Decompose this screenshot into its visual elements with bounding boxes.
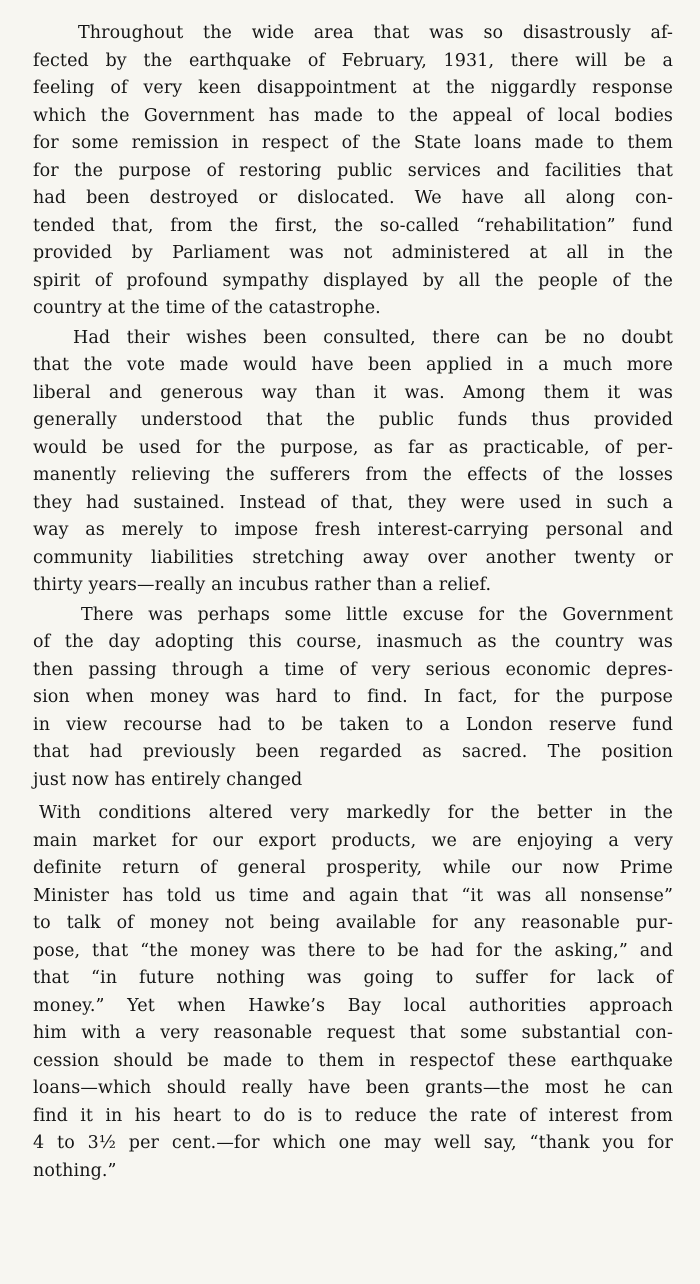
text-line: feeling of very keen disappointment at the niggardly response (33, 78, 673, 98)
text-line: 4 to 3½ per cent.—for which one may well say, “thank you for (33, 1133, 673, 1153)
text-line: him with a very reasonable request that some substantial con- (33, 1023, 673, 1043)
text-line: manently relieving the sufferers from the effects of the losses (33, 465, 673, 485)
text-line: spirit of profound sympathy displayed by all the people of the (33, 270, 673, 291)
text-line: main market for our export products, we are enjoying a very (33, 830, 673, 851)
text-line: they had sustained. Instead of that, they were used in such a (33, 492, 673, 513)
text-line: money.” Yet when Hawke’s Bay local authorities approach (33, 995, 673, 1016)
article-paragraph-4 (33, 800, 673, 1185)
text-line: fected by the earthquake of February, 1931, there will be a (33, 50, 673, 71)
text-line: which the Government has made to the appeal of local bodies (33, 105, 673, 126)
text-line: nothing.” (33, 1160, 117, 1181)
article-paragraph-3 (33, 602, 673, 795)
text-line: Had their wishes been consulted, there can be no doubt (73, 327, 673, 348)
text-line: to talk of money not being available for any reasonable pur- (33, 913, 673, 933)
text-line: would be used for the purpose, as far as practicable, of per- (33, 437, 673, 458)
text-line: thirty years—really an incubus rather than a relief. (33, 575, 492, 595)
text-line: way as merely to impose fresh interest-carrying personal and (33, 520, 673, 540)
text-line: that had previously been regarded as sacred. The position (33, 742, 673, 762)
text-line: that the vote made would have been applied in a much more (33, 355, 673, 375)
text-line: generally understood that the public funds thus provided (33, 410, 673, 430)
text-line: liberal and generous way than it was. Among them it was (33, 382, 673, 403)
text-line: With conditions altered very markedly for the better in the (39, 803, 673, 823)
text-line: provided by Parliament was not administered at all in the (33, 243, 673, 263)
article-paragraph-2 (33, 325, 673, 600)
text-line: There was perhaps some little excuse for the Government (81, 604, 673, 625)
text-line: in view recourse had to be taken to a London reserve fund (33, 714, 673, 735)
text-line: just now has entirely changed (33, 769, 303, 790)
text-line: then passing through a time of very serious economic depres- (33, 659, 673, 680)
text-line: had been destroyed or dislocated. We have all along con- (33, 188, 673, 208)
text-line: for some remission in respect of the State loans made to them (33, 133, 673, 153)
text-line: pose, that “the money was there to be had for the asking,” and (33, 940, 673, 961)
text-line: sion when money was hard to find. In fact, for the purpose (33, 687, 673, 707)
text-line: for the purpose of restoring public services and facilities that (33, 160, 673, 181)
text-line: that “in future nothing was going to suffer for lack of (33, 968, 673, 988)
text-line: community liabilities stretching away over another twenty or (33, 547, 673, 568)
text-line: find it in his heart to do is to reduce the rate of interest from (33, 1105, 673, 1126)
text-line: tended that, from the first, the so-called “rehabilitation” fund (33, 215, 673, 236)
text-line: Minister has told us time and again that “it was all nonsense” (33, 885, 673, 906)
text-line: cession should be made to them in respectof these earthquake (33, 1050, 673, 1071)
text-line: Throughout the wide area that was so disastrously af- (78, 23, 673, 43)
text-line: of the day adopting this course, inasmuch as the country was (33, 632, 673, 652)
article-column (33, 20, 673, 1185)
text-line: definite return of general prosperity, while our now Prime (33, 858, 673, 878)
text-line: loans—which should really have been grants—the most he can (33, 1078, 673, 1098)
article-paragraph-1 (33, 20, 673, 323)
text-line: country at the time of the catastrophe. (33, 298, 381, 318)
